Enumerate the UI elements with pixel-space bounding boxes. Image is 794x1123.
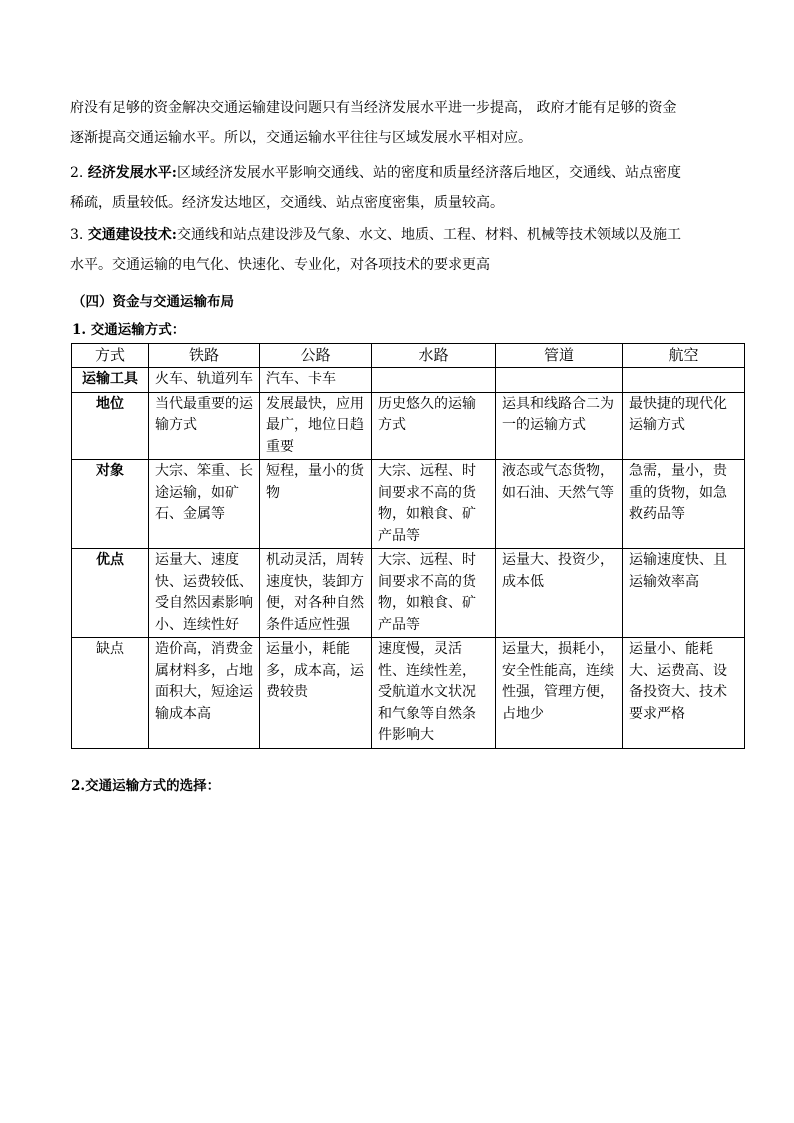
table-row [72,460,745,549]
table-cell: 液态或气态货物，如石油、天然气等 [496,460,623,549]
transport-modes-table [71,343,745,749]
item-number: 2. [70,165,84,181]
paragraph-line [70,158,730,188]
header-cell: 公路 [260,344,372,368]
table-cell: 历史悠久的运输方式 [372,392,496,460]
paragraph-funding [70,93,730,153]
header-cell: 水路 [372,344,496,368]
table-cell: 急需，量小，贵重的货物，如急救药品等 [623,460,745,549]
table-cell: 运量大、速度快、运费较低、受自然因素影响小、连续性好 [149,549,260,638]
table-cell: 汽车、卡车 [260,368,372,393]
table-cell: 发展最快，应用最广，地位日趋重要 [260,392,372,460]
table-cell [496,368,623,393]
header-cell: 航空 [623,344,745,368]
header-cell: 管道 [496,344,623,368]
table-header-row [72,344,745,368]
table-cell: 速度慢，灵活性、连续性差，受航道水文状况和气象等自然条件影响大 [372,638,496,749]
table-cell: 最快捷的现代化运输方式 [623,392,745,460]
table-cell: 运量大，损耗小，安全性能高，连续性强，管理方便，占地少 [496,638,623,749]
table-cell: 运量小，耗能多，成本高，运费较贵 [260,638,372,749]
header-cell: 方式 [72,344,149,368]
item-number: 3. [70,227,84,243]
table-row [72,392,745,460]
table-cell: 运输速度快、且运输效率高 [623,549,745,638]
table-cell: 当代最重要的运输方式 [149,392,260,460]
row-label: 缺点 [72,638,149,749]
table-cell: 运具和线路合二为一的运输方式 [496,392,623,460]
paragraph-line: 水平。交通运输的电气化、快速化、专业化，对各项技术的要求更高 [70,257,490,273]
table-cell: 大宗、远程、时间要求不高的货物，如粮食、矿产品等 [372,549,496,638]
subheading-mode-selection: 2.交通运输方式的选择： [71,778,221,794]
paragraph-construction-tech [70,220,730,280]
paragraph-economic-level [70,158,730,218]
table-cell [623,368,745,393]
paragraph-line [70,220,730,250]
row-label: 运输工具 [72,368,149,393]
row-label: 优点 [72,549,149,638]
table-cell: 运量大、投资少，成本低 [496,549,623,638]
item-text: 交通线和站点建设涉及气象、水文、地质、工程、材料、机械等技术领域以及施工 [176,227,681,243]
table-cell: 短程，量小的货物 [260,460,372,549]
table-row [72,368,745,393]
row-label: 地位 [72,392,149,460]
table-cell: 运量小、能耗大、运费高、设备投资大、技术要求严格 [623,638,745,749]
table-cell [372,368,496,393]
paragraph-line: 逐渐提高交通运输水平。所以，交通运输水平往往与区域发展水平相对应。 [70,130,532,146]
item-keyword: 交通建设技术: [87,227,177,243]
paragraph-line: 稀疏，质量较低。经济发达地区，交通线、站点密度密集，质量较高。 [70,195,504,211]
table-cell: 机动灵活，周转速度快，装卸方便，对各种自然条件适应性强 [260,549,372,638]
table-cell: 造价高，消费金属材料多，占地面积大，短途运输成本高 [149,638,260,749]
item-keyword: 经济发展水平: [87,165,177,181]
table-row [72,638,745,749]
header-cell: 铁路 [149,344,260,368]
table-cell: 火车、轨道列车 [149,368,260,393]
paragraph-line: 府没有足够的资金解决交通运输建设问题只有当经济发展水平进一步提高， 政府才能有足够的资金 [70,100,677,116]
table-cell: 大宗、笨重、长途运输，如矿石、金属等 [149,460,260,549]
subheading-transport-modes: 1. 交通运输方式： [72,322,186,338]
item-text: 区域经济发展水平影响交通线、站的密度和质量经济落后地区，交通线、站点密度 [176,165,681,181]
table-row [72,549,745,638]
row-label: 对象 [72,460,149,549]
table-cell: 大宗、远程、时间要求不高的货物，如粮食、矿产品等 [372,460,496,549]
section-heading: （四）资金与交通运输布局 [72,294,234,310]
